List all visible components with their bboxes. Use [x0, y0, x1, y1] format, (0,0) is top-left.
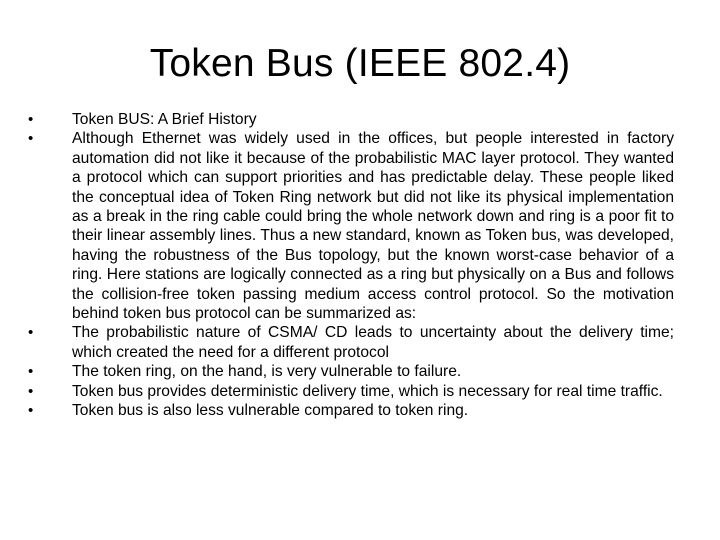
bullet-item-motivation [28, 129, 674, 323]
bullet-item-deterministic [28, 382, 674, 401]
bullet-icon: • [28, 402, 34, 420]
bullet-item-history [28, 110, 674, 129]
slide-title: Token Bus (IEEE 802.4) [149, 42, 571, 85]
bullet-text: Token bus is also less vulnerable compared to token ring. [72, 402, 469, 420]
bullet-list [28, 110, 674, 421]
bullet-icon: • [28, 324, 34, 342]
bullet-item-token-ring [28, 362, 674, 381]
bullet-icon: • [28, 382, 34, 400]
bullet-icon: • [28, 363, 34, 381]
bullet-item-csma-cd [28, 323, 674, 362]
bullet-item-less-vulnerable [28, 401, 674, 420]
bullet-icon: • [28, 111, 34, 128]
bullet-text: Token BUS: A Brief History [72, 111, 257, 128]
bullet-text: Token bus provides deterministic delivery time, which is necessary for real time traffic. [72, 382, 663, 400]
bullet-icon: • [28, 130, 34, 148]
bullet-text: The probabilistic nature of CSMA/ CD leads to uncertainty about the delivery time; which created the need for a different protocol [72, 324, 674, 361]
bullet-text: Although Ethernet was widely used in the offices, but people interested in factory automation did not like it because of the probabilistic MAC layer protocol. They wanted a protocol which can support priorities and has predictable delay. These people liked the conceptual idea of Token Ring network but did not like its physical implementation as a break in the ring cable could bring the whole network down and ring is a poor fit to their linear assembly lines. Thus a new standard, known as Token bus, was developed, having the robustness of the Bus topology, but the known worst-case behavior of a ring. Here stations are logically connected as a ring but physically on a Bus and follows the collision-free token passing medium access control protocol. So the motivation behind token bus protocol can be summarized as: [72, 130, 674, 323]
bullet-text: The token ring, on the hand, is very vulnerable to failure. [72, 363, 462, 381]
